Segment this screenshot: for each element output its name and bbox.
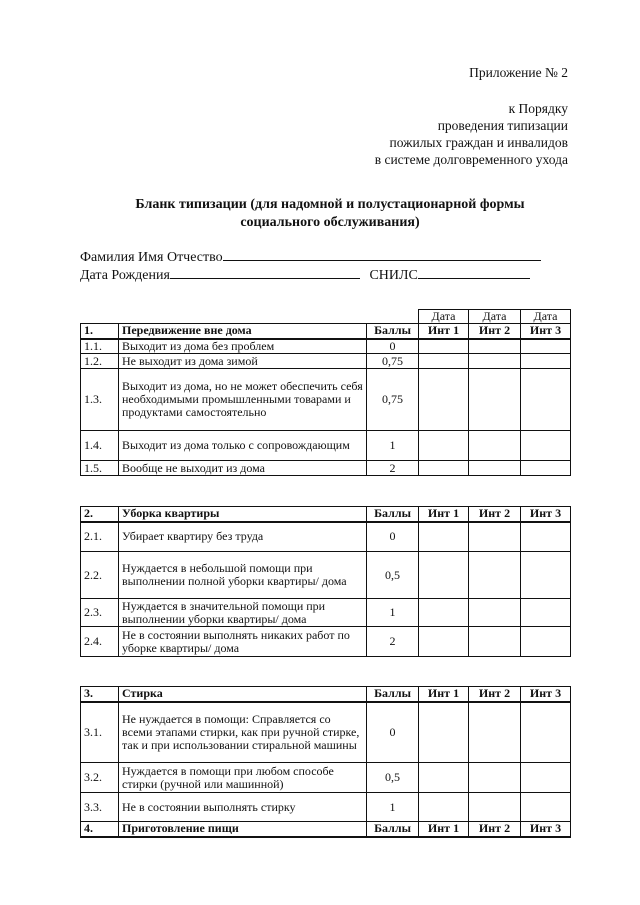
section-title: Приготовление пищи xyxy=(119,822,367,837)
date-1-header: Дата xyxy=(419,310,469,324)
int2-cell[interactable] xyxy=(469,763,521,793)
int1-cell[interactable] xyxy=(419,369,469,431)
appendix-line: проведения типизации xyxy=(437,118,568,133)
section-1-table xyxy=(80,309,571,476)
row-number: 1.2. xyxy=(81,354,119,369)
row-text: Выходит из дома только с сопровождающим xyxy=(119,431,367,461)
int1-cell[interactable] xyxy=(419,354,469,369)
table-row xyxy=(81,354,571,369)
table-row xyxy=(81,431,571,461)
row-score: 0,5 xyxy=(367,552,419,599)
row-text: Нуждается в значительной помощи при выполнении уборки квартиры/ дома xyxy=(119,599,367,627)
appendix-line: в системе долговременного ухода xyxy=(374,152,568,167)
int3-header: Инт 3 xyxy=(521,822,571,837)
section-title: Уборка квартиры xyxy=(119,507,367,522)
int2-header: Инт 2 xyxy=(469,687,521,702)
score-header: Баллы xyxy=(367,687,419,702)
int2-cell[interactable] xyxy=(469,552,521,599)
fio-label: Фамилия Имя Отчество xyxy=(80,250,223,265)
form-title xyxy=(70,196,590,232)
int3-cell[interactable] xyxy=(521,793,571,822)
row-score: 1 xyxy=(367,599,419,627)
int1-header: Инт 1 xyxy=(419,687,469,702)
row-number: 1.4. xyxy=(81,431,119,461)
row-text: Нуждается в небольшой помощи при выполнении полной уборки квартиры/ дома xyxy=(119,552,367,599)
int2-cell[interactable] xyxy=(469,339,521,354)
snils-input-line[interactable] xyxy=(418,265,530,279)
table-row xyxy=(81,599,571,627)
int2-cell[interactable] xyxy=(469,599,521,627)
form-title-line: социального обслуживания) xyxy=(240,215,420,230)
int3-cell[interactable] xyxy=(521,339,571,354)
int3-cell[interactable] xyxy=(521,461,571,476)
row-score: 0,5 xyxy=(367,763,419,793)
table-row xyxy=(81,702,571,763)
row-text: Вообще не выходит из дома xyxy=(119,461,367,476)
row-text: Не в состоянии выполнять стирку xyxy=(119,793,367,822)
table-row xyxy=(81,461,571,476)
row-score: 1 xyxy=(367,793,419,822)
appendix-line: к Порядку xyxy=(508,101,568,116)
int2-cell[interactable] xyxy=(469,702,521,763)
row-text: Нуждается в помощи при любом способе стирки (ручной или машинной) xyxy=(119,763,367,793)
section-number: 4. xyxy=(81,822,119,837)
row-number: 3.3. xyxy=(81,793,119,822)
int2-cell[interactable] xyxy=(469,627,521,657)
int2-cell[interactable] xyxy=(469,431,521,461)
row-score: 0 xyxy=(367,339,419,354)
int3-cell[interactable] xyxy=(521,431,571,461)
row-number: 2.4. xyxy=(81,627,119,657)
section-number: 1. xyxy=(81,324,119,339)
row-score: 0 xyxy=(367,522,419,552)
section-number: 2. xyxy=(81,507,119,522)
section-title: Стирка xyxy=(119,687,367,702)
appendix-line: пожилых граждан и инвалидов xyxy=(389,135,568,150)
int3-cell[interactable] xyxy=(521,763,571,793)
int3-cell[interactable] xyxy=(521,599,571,627)
row-number: 1.1. xyxy=(81,339,119,354)
int1-header: Инт 1 xyxy=(419,324,469,339)
row-score: 2 xyxy=(367,627,419,657)
dob-input-line[interactable] xyxy=(170,265,360,279)
table-row xyxy=(81,627,571,657)
row-text: Не в состоянии выполнять никаких работ по уборке квартиры/ дома xyxy=(119,627,367,657)
int2-header: Инт 2 xyxy=(469,324,521,339)
section-header-row xyxy=(81,822,571,837)
int3-cell[interactable] xyxy=(521,522,571,552)
row-text: Не выходит из дома зимой xyxy=(119,354,367,369)
int1-header: Инт 1 xyxy=(419,507,469,522)
fio-input-line[interactable] xyxy=(223,247,541,261)
table-row xyxy=(81,339,571,354)
dob-label: Дата Рождения xyxy=(80,268,170,283)
appendix-block xyxy=(375,100,568,168)
fio-field xyxy=(80,247,541,267)
int2-header: Инт 2 xyxy=(469,507,521,522)
row-text: Выходит из дома без проблем xyxy=(119,339,367,354)
int1-cell[interactable] xyxy=(419,763,469,793)
int3-cell[interactable] xyxy=(521,552,571,599)
section-title: Передвижение вне дома xyxy=(119,324,367,339)
date-2-header: Дата xyxy=(469,310,521,324)
int1-cell[interactable] xyxy=(419,793,469,822)
section-number: 3. xyxy=(81,687,119,702)
row-number: 2.2. xyxy=(81,552,119,599)
int3-cell[interactable] xyxy=(521,354,571,369)
score-header: Баллы xyxy=(367,507,419,522)
section-header-row xyxy=(81,324,571,339)
row-text: Выходит из дома, но не может обеспечить себя необходимыми промышленными товарами и продуктами самостоятельно xyxy=(119,369,367,431)
int1-header: Инт 1 xyxy=(419,822,469,837)
int2-cell[interactable] xyxy=(469,354,521,369)
row-score: 0 xyxy=(367,702,419,763)
section-3-table xyxy=(80,686,571,838)
table-row xyxy=(81,522,571,552)
date-3-header: Дата xyxy=(521,310,571,324)
dob-snils-field xyxy=(80,265,530,285)
int3-header: Инт 3 xyxy=(521,507,571,522)
int2-cell[interactable] xyxy=(469,369,521,431)
int2-cell[interactable] xyxy=(469,522,521,552)
table-row xyxy=(81,793,571,822)
section-2-table xyxy=(80,506,571,657)
int2-cell[interactable] xyxy=(469,461,521,476)
int1-cell[interactable] xyxy=(419,339,469,354)
int1-cell[interactable] xyxy=(419,431,469,461)
int1-cell[interactable] xyxy=(419,461,469,476)
row-number: 1.3. xyxy=(81,369,119,431)
int1-cell[interactable] xyxy=(419,552,469,599)
row-score: 1 xyxy=(367,431,419,461)
int3-header: Инт 3 xyxy=(521,324,571,339)
int1-cell[interactable] xyxy=(419,522,469,552)
row-number: 2.3. xyxy=(81,599,119,627)
snils-label: СНИЛС xyxy=(369,268,418,283)
table-row xyxy=(81,369,571,431)
row-number: 2.1. xyxy=(81,522,119,552)
row-text: Не нуждается в помощи: Справляется со всеми этапами стирки, как при ручной стирке, так и при использовании стиральной машины xyxy=(119,702,367,763)
int1-cell[interactable] xyxy=(419,599,469,627)
int3-cell[interactable] xyxy=(521,702,571,763)
int3-cell[interactable] xyxy=(521,369,571,431)
form-title-line: Бланк типизации (для надомной и полустационарной формы xyxy=(135,197,525,212)
date-header-row xyxy=(81,310,571,324)
int2-header: Инт 2 xyxy=(469,822,521,837)
row-number: 3.2. xyxy=(81,763,119,793)
row-text: Убирает квартиру без труда xyxy=(119,522,367,552)
row-score: 0,75 xyxy=(367,369,419,431)
table-row xyxy=(81,552,571,599)
int3-cell[interactable] xyxy=(521,627,571,657)
row-number: 3.1. xyxy=(81,702,119,763)
int1-cell[interactable] xyxy=(419,627,469,657)
row-score: 0,75 xyxy=(367,354,419,369)
score-header: Баллы xyxy=(367,324,419,339)
row-score: 2 xyxy=(367,461,419,476)
int2-cell[interactable] xyxy=(469,793,521,822)
row-number: 1.5. xyxy=(81,461,119,476)
int1-cell[interactable] xyxy=(419,702,469,763)
table-row xyxy=(81,763,571,793)
section-header-row xyxy=(81,687,571,702)
int3-header: Инт 3 xyxy=(521,687,571,702)
score-header: Баллы xyxy=(367,822,419,837)
section-header-row xyxy=(81,507,571,522)
appendix-number: Приложение № 2 xyxy=(469,65,568,80)
